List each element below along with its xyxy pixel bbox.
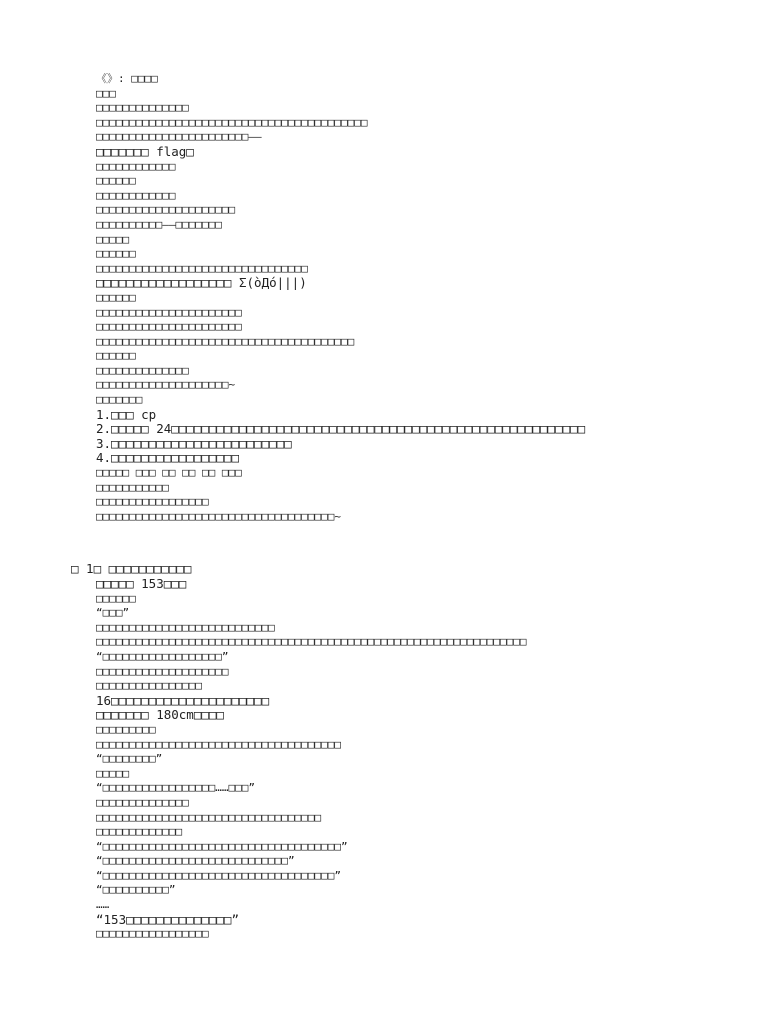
intro-line: □□□□□□□ flag□	[96, 144, 194, 159]
intro-line: □□□□□□□□□□□□	[96, 159, 176, 173]
chapter-line: □□□□□□	[96, 591, 136, 605]
chapter-line: □□□□□□□□□□□□□□□□□	[96, 927, 209, 941]
intro-line: 4.□□□□□□□□□□□□□□□□□	[96, 451, 239, 466]
document-page	[0, 72, 768, 942]
section-gap	[0, 524, 768, 562]
chapter-line: □□□□□□□□□□□□□□□□□□□□□□□□□□□	[96, 620, 275, 634]
chapter-line: □□□□□□□□□□□□□□□□□□□□	[96, 664, 229, 678]
intro-line: □□□□□□□□□□□□□□□□□□□□~	[96, 378, 236, 392]
chapter-line: “□□□□□□□□□□□□□□□□□……□□□”	[96, 781, 255, 795]
chapter-line: “□□□□□□□□”	[96, 752, 163, 766]
intro-line: 1.□□□ cp	[96, 407, 157, 422]
intro-line: □□□	[96, 86, 116, 100]
chapter-line: “□□□□□□□□□□□□□□□□□□□□□□□□□□□□□□□□□□□□”	[96, 839, 348, 853]
intro-line: □□□□□□□□□□□□□□	[96, 101, 189, 115]
chapter-line: □□□□□ 153□□□	[96, 577, 187, 591]
intro-line: □□□□□□□□□□□□□□□□□□□□□□□□□□□□□□□□□□□□□□□	[96, 334, 355, 348]
chapter-line: □□□□□□□□□	[96, 722, 156, 736]
chapter-line: “153□□□□□□□□□□□□□□”	[96, 912, 239, 927]
intro-line: □□□□□□	[96, 247, 136, 261]
intro-line: □□□□□□□□□□□	[96, 480, 169, 494]
intro-line: □□□□□□□□□□□□□□□□□□□□□□□□□□□□□□□□	[96, 261, 308, 275]
chapter-line: □□□□□□□□□□□□□□□□	[96, 679, 202, 693]
chapter-line: □□□□□□□□□□□□□□□□□□□□□□□□□□□□□□□□□□□□□	[96, 737, 342, 751]
intro-line: □□□□□□□□□□□□□□□□□□ Σ(òДó|||)	[96, 276, 307, 291]
intro-section	[0, 72, 768, 524]
intro-line: □□□□□□	[96, 174, 136, 188]
intro-line: □□□□□□□□□□——□□□□□□□	[96, 217, 222, 231]
intro-line: 3.□□□□□□□□□□□□□□□□□□□□□□□□	[96, 436, 292, 451]
chapter-line: ……	[96, 898, 110, 912]
chapter-section	[0, 562, 768, 941]
intro-line: □□□□□□	[96, 349, 136, 363]
intro-line: □□□□□□□□□□□□□□	[96, 363, 189, 377]
intro-line: □□□□□□□□□□□□	[96, 188, 176, 202]
chapter-line: □□□□□□□□□□□□□□□□□□□□□□□□□□□□□□□□□□□□□□□□□□□□□□□□□□□□□□□□□□□□□□□□□	[96, 635, 527, 649]
intro-line: □□□□□ □□□ □□ □□ □□ □□□	[96, 466, 242, 480]
chapter-line: □□□□□	[96, 766, 130, 780]
chapter-line: □□□□□□□ 180cm□□□□	[96, 708, 224, 723]
chapter-line: “□□□□□□□□□□□□□□□□□□□□□□□□□□□□□□□□□□□”	[96, 868, 342, 882]
intro-line: 2.□□□□□ 24□□□□□□□□□□□□□□□□□□□□□□□□□□□□□□□□□□□□□□□□□□□□□□□□□□□□□□□	[96, 422, 586, 437]
chapter-line: □□□□□□□□□□□□□□	[96, 795, 189, 809]
chapter-line: “□□□□□□□□□□□□□□□□□□”	[96, 649, 229, 663]
intro-line: □□□□□□□	[96, 393, 143, 407]
intro-line: □□□□□□□□□□□□□□□□□	[96, 495, 209, 509]
chapter-line: 16□□□□□□□□□□□□□□□□□□□□□	[96, 693, 270, 708]
intro-line: 《》: □□□□	[96, 72, 158, 85]
chapter-heading: □ 1□ □□□□□□□□□□□	[71, 562, 192, 577]
chapter-line: □□□□□□□□□□□□□	[96, 825, 183, 839]
chapter-line: “□□□”	[96, 606, 130, 620]
chapter-line: □□□□□□□□□□□□□□□□□□□□□□□□□□□□□□□□□□	[96, 810, 322, 824]
chapter-line: “□□□□□□□□□□”	[96, 883, 176, 897]
chapter-line: “□□□□□□□□□□□□□□□□□□□□□□□□□□□□”	[96, 854, 295, 868]
intro-line: □□□□□□	[96, 290, 136, 304]
intro-line: □□□□□□□□□□□□□□□□□□□□□□□□□□□□□□□□□□□□□□□□□	[96, 115, 368, 129]
intro-line: □□□□□	[96, 232, 130, 246]
intro-line: □□□□□□□□□□□□□□□□□□□□□□□——	[96, 130, 262, 144]
intro-line: □□□□□□□□□□□□□□□□□□□□□□□□□□□□□□□□□□□□~	[96, 509, 342, 523]
intro-line: □□□□□□□□□□□□□□□□□□□□□□	[96, 305, 242, 319]
intro-line: □□□□□□□□□□□□□□□□□□□□□	[96, 203, 236, 217]
intro-line: □□□□□□□□□□□□□□□□□□□□□□	[96, 320, 242, 334]
